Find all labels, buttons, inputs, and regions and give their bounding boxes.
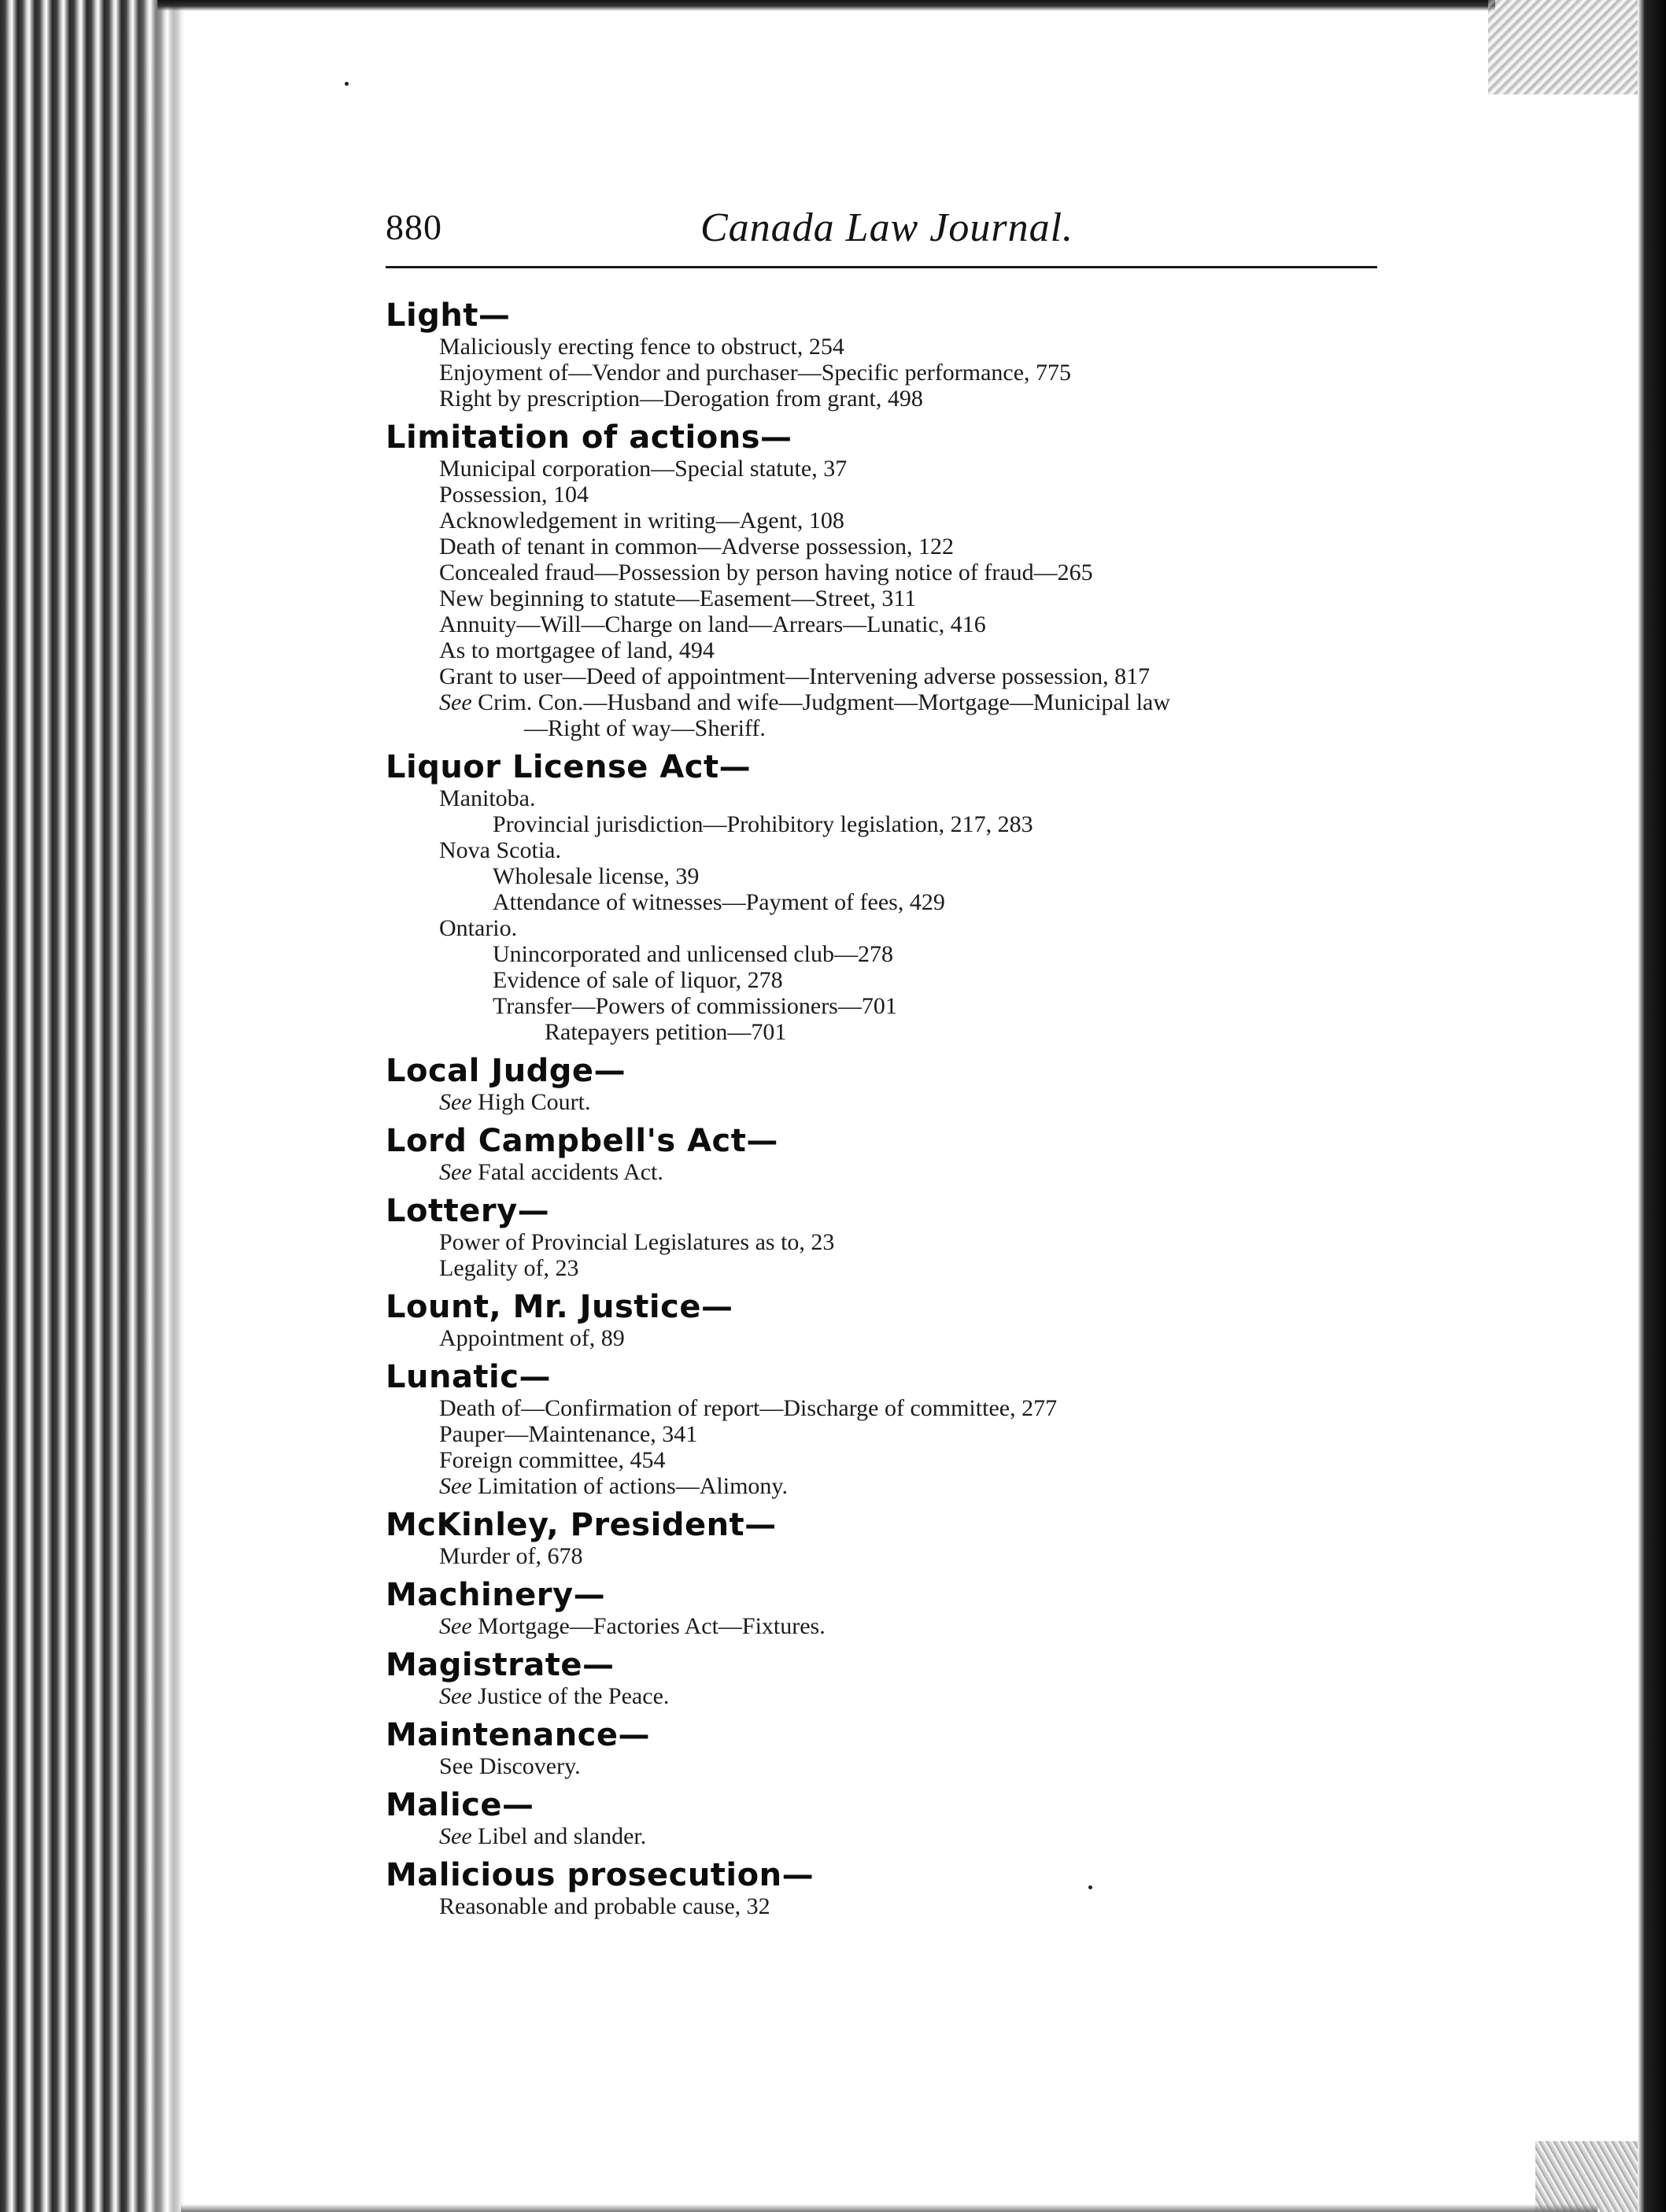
subentry-text: Crim. Con.—Husband and wife—Judgment—Mortgage—Municipal law — [478, 689, 1171, 715]
subentry-text: Foreign committee, 454 — [439, 1447, 666, 1473]
index-entry — [386, 1193, 1409, 1281]
index-heading: Lord Campbell's Act— — [386, 1123, 778, 1159]
subentry-text: Pauper—Maintenance, 341 — [439, 1421, 698, 1447]
index-entry — [386, 1359, 1409, 1499]
index-entry — [386, 1717, 1409, 1779]
see-reference-label: See — [439, 689, 472, 715]
index-subentry — [386, 1019, 1409, 1045]
subentry-text: Ontario. — [439, 915, 518, 941]
subentry-text: Annuity—Will—Charge on land—Arrears—Lunatic, 416 — [439, 611, 986, 637]
subentry-text: Death of—Confirmation of report—Discharge of committee, 277 — [439, 1395, 1058, 1421]
subentry-text: Appointment of, 89 — [439, 1325, 625, 1351]
index-subentry — [386, 386, 1409, 412]
subentry-text: Maliciously erecting fence to obstruct, 254 — [439, 334, 844, 360]
subentry-text: Fatal accidents Act. — [478, 1159, 663, 1185]
subentry-text: Manitoba. — [439, 785, 536, 811]
index-subentry — [386, 534, 1409, 559]
see-reference-label: See — [439, 1159, 472, 1185]
index-heading: Light— — [386, 297, 511, 334]
subentry-text: Limitation of actions—Alimony. — [478, 1473, 788, 1499]
subentry-text: Ratepayers petition—701 — [545, 1019, 787, 1045]
index-subentry — [386, 1893, 1409, 1919]
page-top-edge — [157, 0, 1495, 11]
subentry-text: Libel and slander. — [478, 1823, 647, 1849]
subentry-text: High Court. — [478, 1089, 591, 1115]
page-corner-bottom — [1535, 2141, 1638, 2212]
index-entry — [386, 419, 1409, 741]
subentry-text: Transfer—Powers of commissioners—701 — [493, 993, 897, 1019]
subentry-text: Death of tenant in common—Adverse possession, 122 — [439, 534, 955, 559]
index-subentry — [386, 1683, 1409, 1709]
index-entry — [386, 1577, 1409, 1639]
index-entry — [386, 1857, 1409, 1919]
subentry-text: —Right of way—Sheriff. — [524, 715, 766, 741]
index-subentry — [386, 941, 1409, 967]
index-subentry — [386, 1395, 1409, 1421]
index-entry — [386, 749, 1409, 1045]
subentry-text: Possession, 104 — [439, 482, 589, 508]
index-subentry — [386, 915, 1409, 941]
subentry-text: Evidence of sale of liquor, 278 — [493, 967, 783, 993]
index-entry — [386, 1123, 1409, 1185]
speck — [345, 82, 349, 86]
index-subentry — [386, 1229, 1409, 1255]
index-entry — [386, 1787, 1409, 1849]
see-reference-label: See — [439, 1613, 472, 1639]
index-heading: Maintenance— — [386, 1717, 651, 1753]
subentry-text: Reasonable and probable cause, 32 — [439, 1893, 770, 1919]
index-entry — [386, 1507, 1409, 1569]
index-heading: Lount, Mr. Justice— — [386, 1289, 733, 1325]
index-subentry — [386, 559, 1409, 585]
index-subentry — [386, 334, 1409, 360]
index-subentry — [386, 863, 1409, 889]
subentry-text: Concealed fraud—Possession by person having notice of fraud—265 — [439, 559, 1093, 585]
subentry-text: Acknowledgement in writing—Agent, 108 — [439, 508, 844, 534]
index-entry — [386, 297, 1409, 412]
see-reference-label: See — [439, 1683, 472, 1709]
index-subentry — [386, 837, 1409, 863]
subentry-text: Legality of, 23 — [439, 1255, 579, 1281]
index-subentry — [386, 1473, 1409, 1499]
subentry-text: Municipal corporation—Special statute, 37 — [439, 456, 848, 482]
index-subentry — [386, 482, 1409, 508]
index-heading: Malice— — [386, 1787, 534, 1823]
index-subentry — [386, 663, 1409, 689]
index-subentry — [386, 811, 1409, 837]
subentry-text: Mortgage—Factories Act—Fixtures. — [478, 1613, 826, 1639]
index-subentry — [386, 1613, 1409, 1639]
index-subentry — [386, 1089, 1409, 1115]
index-heading: Lunatic— — [386, 1359, 551, 1395]
index-heading: Liquor License Act— — [386, 749, 752, 785]
subentry-text: Provincial jurisdiction—Prohibitory legislation, 217, 283 — [493, 811, 1033, 837]
page-number: 880 — [386, 207, 442, 247]
see-reference-label: See — [439, 1089, 472, 1115]
subentry-text: New beginning to statute—Easement—Street, 311 — [439, 585, 917, 611]
index-subentry — [386, 611, 1409, 637]
subentry-text: Wholesale license, 39 — [493, 863, 700, 889]
index-heading: Limitation of actions— — [386, 419, 792, 456]
subentry-text: Right by prescription—Derogation from grant, 498 — [439, 386, 923, 412]
index-subentry — [386, 715, 1409, 741]
index-subentry — [386, 1325, 1409, 1351]
index-heading: Machinery— — [386, 1577, 606, 1613]
index-heading: Lottery— — [386, 1193, 550, 1229]
index-subentry — [386, 993, 1409, 1019]
index-subentry — [386, 1159, 1409, 1185]
page-bottom-edge — [181, 2204, 1598, 2212]
subentry-text: Power of Provincial Legislatures as to, 23 — [439, 1229, 835, 1255]
index-subentry — [386, 889, 1409, 915]
index-subentry — [386, 1255, 1409, 1281]
header-rule — [386, 266, 1377, 268]
journal-title: Canada Law Journal. — [700, 205, 1074, 250]
subentry-text: Enjoyment of—Vendor and purchaser—Specific performance, 775 — [439, 360, 1072, 386]
index-subentry — [386, 689, 1409, 715]
index-subentry — [386, 785, 1409, 811]
index-entry — [386, 1289, 1409, 1351]
subentry-text: See Discovery. — [439, 1753, 581, 1779]
index-subentry — [386, 508, 1409, 534]
subentry-text: Grant to user—Deed of appointment—Intervening adverse possession, 817 — [439, 663, 1151, 689]
binding-fade — [134, 0, 205, 2212]
subentry-text: Unincorporated and unlicensed club—278 — [493, 941, 894, 967]
index-subentry — [386, 360, 1409, 386]
see-reference-label: See — [439, 1823, 472, 1849]
index-heading: Malicious prosecution— — [386, 1857, 815, 1893]
index-subentry — [386, 1447, 1409, 1473]
index-heading: Local Judge— — [386, 1053, 626, 1089]
index-heading: Magistrate— — [386, 1647, 615, 1683]
index-subentry — [386, 585, 1409, 611]
index-subentry — [386, 967, 1409, 993]
index-list — [386, 297, 1409, 1927]
page-header — [386, 203, 1377, 266]
subentry-text: As to mortgagee of land, 494 — [439, 637, 715, 663]
index-heading: McKinley, President— — [386, 1507, 777, 1543]
index-subentry — [386, 456, 1409, 482]
subentry-text: Nova Scotia. — [439, 837, 561, 863]
index-entry — [386, 1053, 1409, 1115]
index-entry — [386, 1647, 1409, 1709]
subentry-text: Murder of, 678 — [439, 1543, 583, 1569]
index-subentry — [386, 637, 1409, 663]
page-right-edge — [1638, 0, 1666, 2212]
index-subentry — [386, 1543, 1409, 1569]
see-reference-label: See — [439, 1473, 472, 1499]
subentry-text: Justice of the Peace. — [478, 1683, 670, 1709]
subentry-text: Attendance of witnesses—Payment of fees, 429 — [493, 889, 945, 915]
index-subentry — [386, 1421, 1409, 1447]
index-subentry — [386, 1753, 1409, 1779]
page-corner-top — [1488, 0, 1638, 94]
index-subentry — [386, 1823, 1409, 1849]
